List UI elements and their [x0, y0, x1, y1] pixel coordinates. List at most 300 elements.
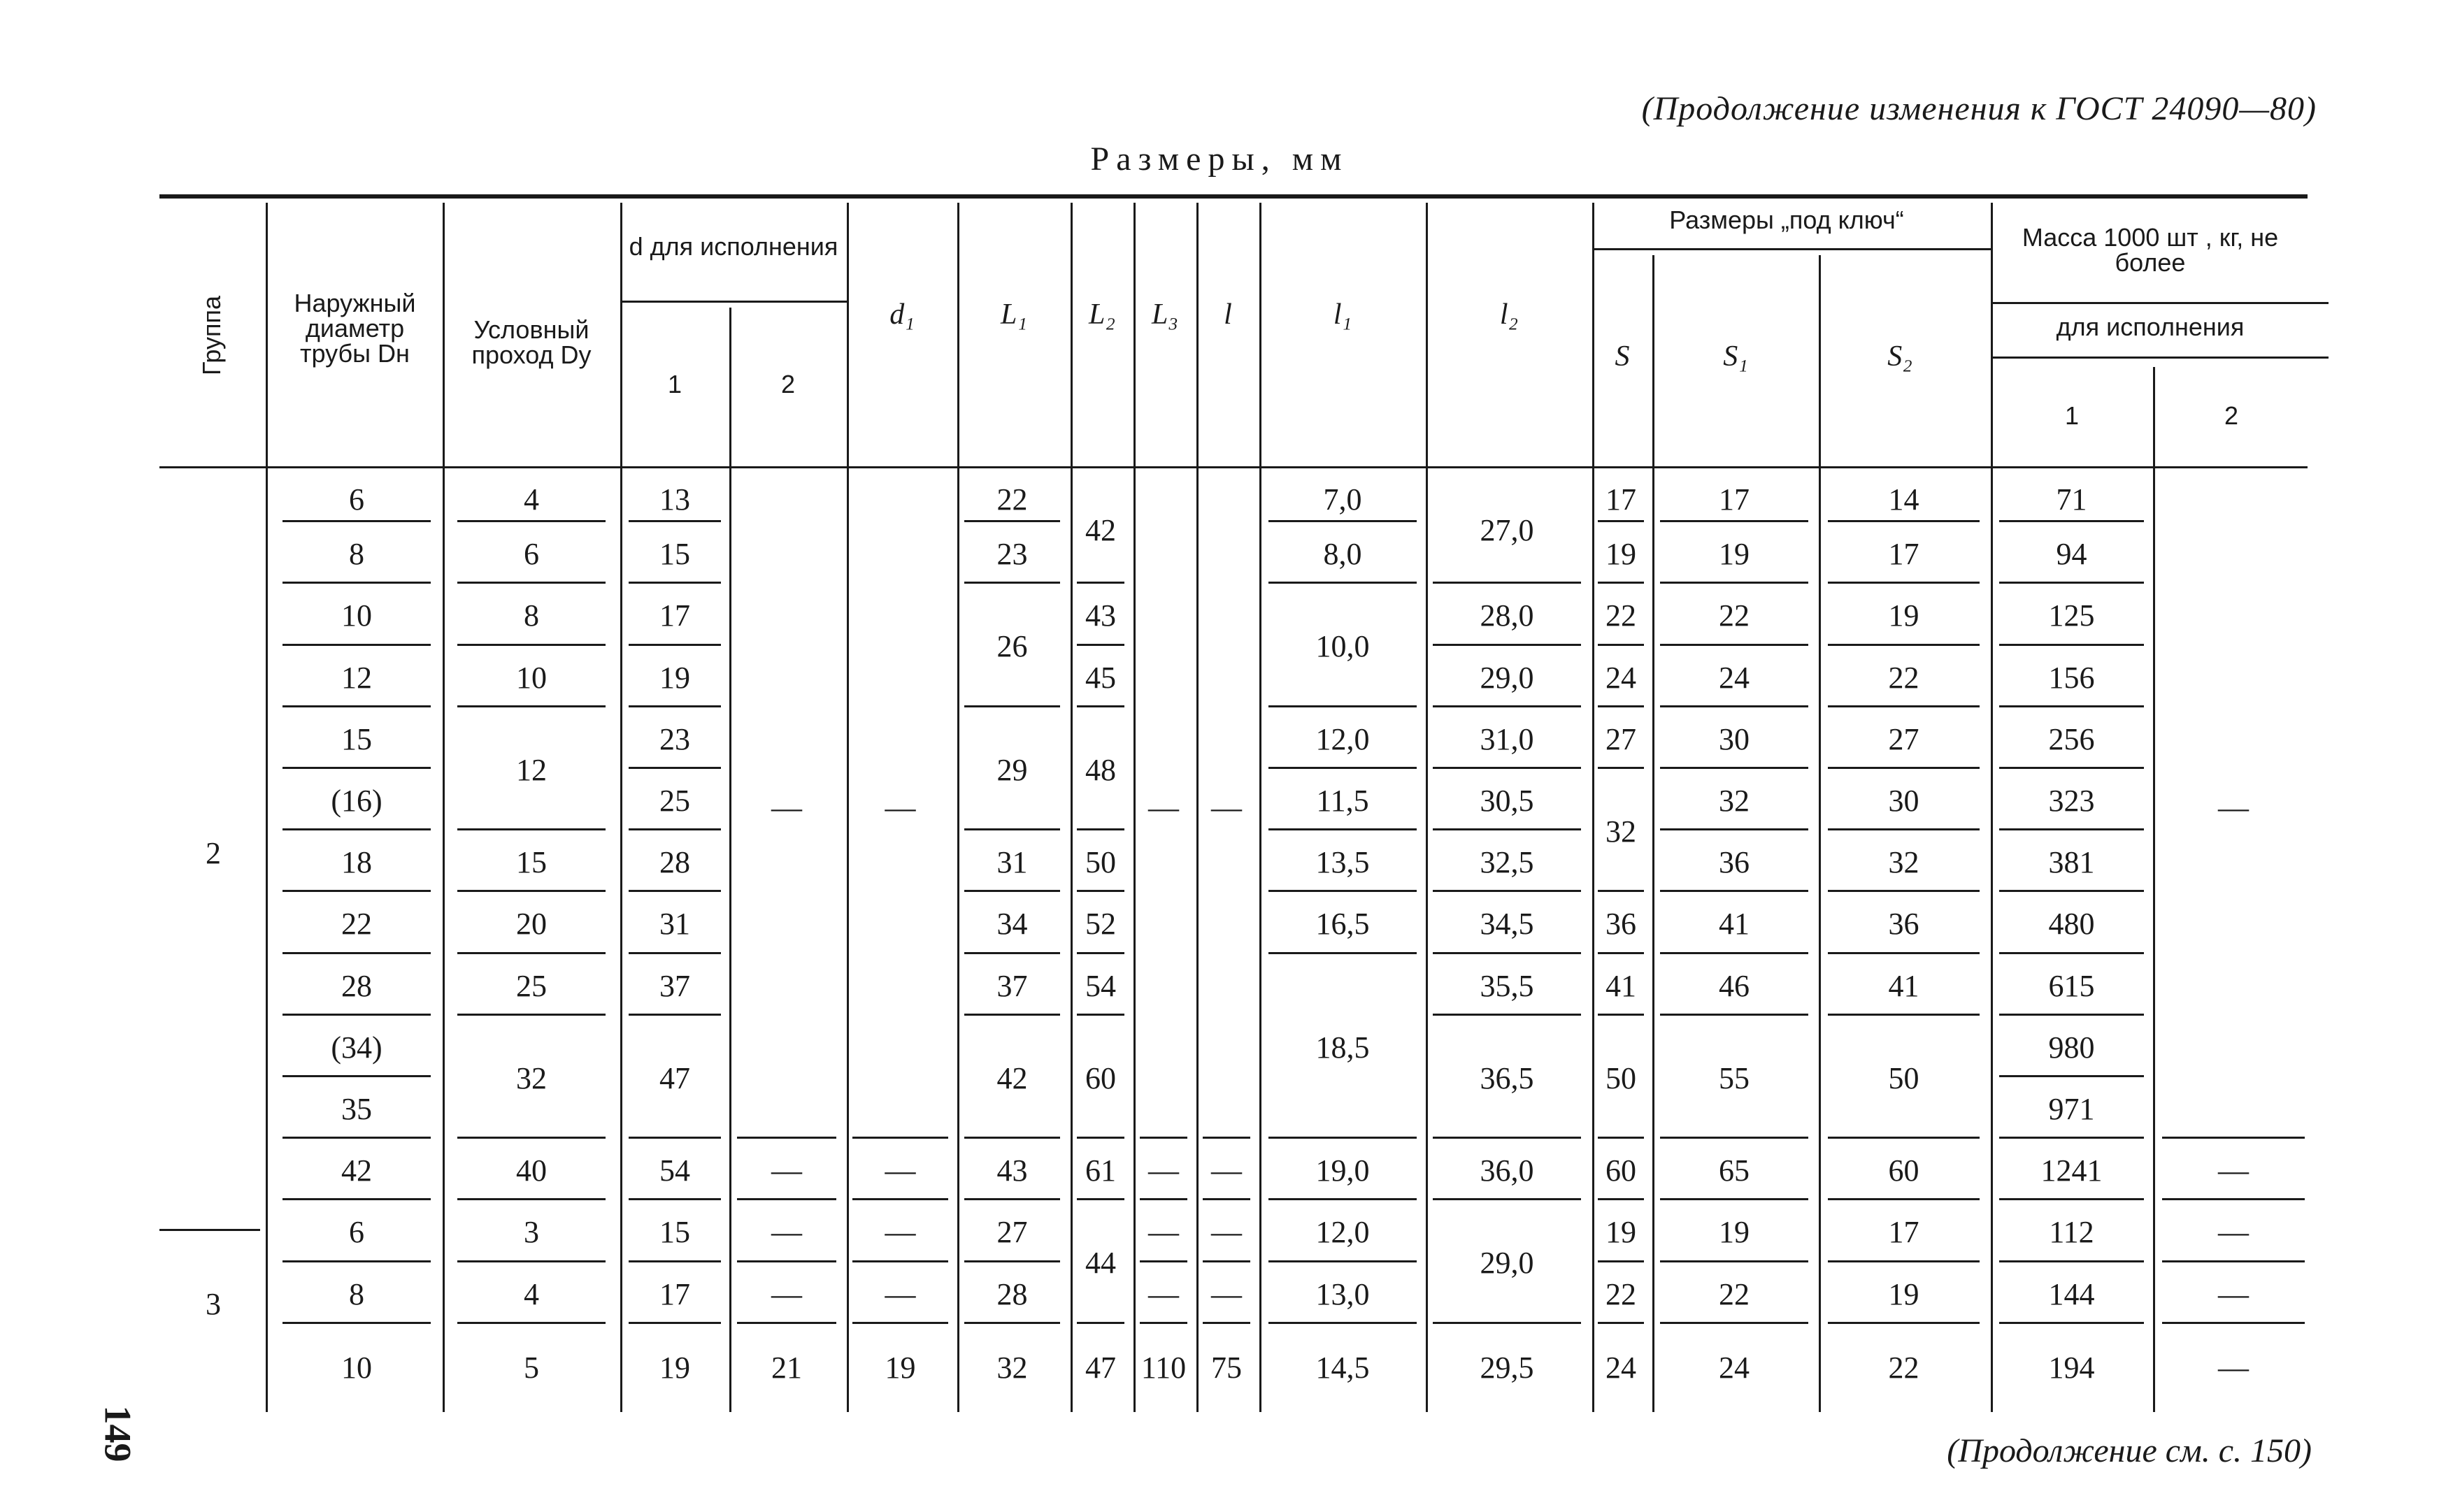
cell-l2: 36,5 [1480, 1060, 1534, 1095]
cell-underline [629, 1322, 721, 1324]
cell-dv2: — [771, 1276, 802, 1311]
cell-underline [1999, 767, 2144, 769]
cell-S2: 17 [1888, 1215, 1919, 1249]
cell-mv1: 112 [2049, 1215, 2094, 1249]
cell-S: 36 [1605, 907, 1636, 941]
cell-l: — [1211, 790, 1242, 825]
cell-dy: 40 [516, 1153, 547, 1188]
cell-S: 24 [1605, 1351, 1636, 1385]
cell-dn: 42 [341, 1153, 372, 1188]
table-column-rule [1652, 255, 1654, 1412]
cell-underline [1268, 767, 1417, 769]
cell-mv1: 381 [2048, 844, 2095, 879]
cell-underline [737, 1198, 836, 1200]
cell-mv2: — [2218, 1215, 2249, 1249]
cell-underline [1828, 1260, 1980, 1262]
cell-dy: 32 [516, 1060, 547, 1095]
cell-underline [457, 828, 606, 830]
cell-underline [1268, 1260, 1417, 1262]
cell-underline [1433, 705, 1581, 707]
col-header-mass-versions: для исполнения [2056, 312, 2245, 341]
cell-underline [1268, 890, 1417, 892]
cell-d1: — [885, 1215, 916, 1249]
cell-dn: (16) [331, 783, 382, 818]
cell-underline [282, 1075, 431, 1077]
col-header-l: l [1224, 298, 1232, 331]
cell-L1: 28 [996, 1276, 1028, 1311]
cell-underline [964, 582, 1060, 584]
cell-underline [1268, 1198, 1417, 1200]
cell-underline [1268, 1137, 1417, 1139]
cell-S1: 30 [1719, 721, 1750, 756]
table-column-rule [1259, 203, 1261, 1412]
cell-dv1: 23 [659, 721, 690, 756]
cell-dv1: 19 [659, 1351, 690, 1385]
cell-underline [964, 1260, 1060, 1262]
cell-mv2: — [2218, 790, 2249, 825]
cell-l2: 34,5 [1480, 907, 1534, 941]
cell-underline [1999, 1075, 2144, 1077]
cell-l: — [1211, 1276, 1242, 1311]
cell-dv1: 54 [659, 1153, 690, 1188]
cell-dy: 15 [516, 844, 547, 879]
cell-dn: 8 [349, 536, 364, 571]
cell-underline [1077, 705, 1124, 707]
cell-underline [282, 705, 431, 707]
cell-S2: 22 [1888, 660, 1919, 695]
cell-underline [457, 1198, 606, 1200]
cell-dv2: — [771, 1215, 802, 1249]
cell-mv1: 194 [2048, 1351, 2095, 1385]
cell-l1: 16,5 [1315, 907, 1370, 941]
cell-underline [1433, 828, 1581, 830]
cell-underline [1203, 1260, 1250, 1262]
cell-l: 75 [1211, 1351, 1242, 1385]
cell-L1: 22 [996, 482, 1028, 517]
cell-underline [1828, 767, 1980, 769]
cell-S: 60 [1605, 1153, 1636, 1188]
cell-underline [1598, 890, 1644, 892]
cell-S1: 24 [1719, 1351, 1750, 1385]
cell-mv1: 94 [2056, 536, 2087, 571]
table-column-rule [2153, 367, 2155, 1412]
cell-underline [1203, 1198, 1250, 1200]
cell-underline [1660, 705, 1808, 707]
cell-L2: 52 [1085, 907, 1116, 941]
cell-underline [1598, 644, 1644, 646]
cell-S2: 17 [1888, 536, 1919, 571]
col-header-L1: L₁ [1001, 298, 1027, 331]
cell-S1: 32 [1719, 783, 1750, 818]
col-header-L3: L₃ [1152, 298, 1178, 331]
cell-dv1: 17 [659, 598, 690, 633]
cell-underline [1598, 705, 1644, 707]
cell-S1: 41 [1719, 907, 1750, 941]
col-header-outer-diameter: Наружный диаметр трубы Dн [294, 289, 416, 368]
cell-L3: — [1148, 1215, 1179, 1249]
col-header-S2: S₂ [1887, 340, 1912, 373]
cell-d1: — [885, 1276, 916, 1311]
cell-underline [457, 890, 606, 892]
group-label: 2 [206, 835, 221, 870]
cell-underline [852, 1260, 948, 1262]
cell-L1: 42 [996, 1060, 1028, 1095]
cell-underline [1268, 952, 1417, 954]
cell-L2: 47 [1085, 1351, 1116, 1385]
cell-mv1: 980 [2048, 1030, 2095, 1065]
cell-underline [1140, 1137, 1187, 1139]
cell-underline [1999, 828, 2144, 830]
cell-l1: 8,0 [1323, 536, 1362, 571]
cell-dn: 35 [341, 1091, 372, 1126]
cell-d1: 19 [885, 1351, 916, 1385]
cell-dn: 28 [341, 968, 372, 1003]
cell-underline [1660, 1260, 1808, 1262]
cell-dv1: 37 [659, 968, 690, 1003]
table-column-rule [729, 308, 731, 1412]
cell-mv1: 615 [2048, 968, 2095, 1003]
cell-dy: 4 [524, 482, 539, 517]
cell-dy: 3 [524, 1215, 539, 1249]
cell-S2: 60 [1888, 1153, 1919, 1188]
cell-underline [1433, 1198, 1581, 1200]
col-header-d-versions: d для исполнения [629, 231, 838, 261]
cell-l1: 10,0 [1315, 629, 1370, 663]
cell-underline [1828, 952, 1980, 954]
cell-underline [1598, 582, 1644, 584]
cell-underline [852, 1322, 948, 1324]
cell-underline [457, 1322, 606, 1324]
cell-underline [1999, 890, 2144, 892]
cell-underline [1433, 644, 1581, 646]
cell-S1: 22 [1719, 598, 1750, 633]
cell-underline [1140, 1322, 1187, 1324]
cell-dv1: 15 [659, 536, 690, 571]
cell-underline [1828, 1014, 1980, 1016]
cell-l1: 11,5 [1316, 783, 1369, 818]
cell-L3: — [1148, 790, 1179, 825]
cell-underline [282, 644, 431, 646]
cell-l2: 27,0 [1480, 512, 1534, 547]
cell-L2: 42 [1085, 512, 1116, 547]
header-bottom-rule [159, 466, 2308, 468]
cell-L1: 23 [996, 536, 1028, 571]
cell-mv1: 480 [2048, 907, 2095, 941]
cell-underline [1268, 520, 1417, 522]
cell-dv2: — [771, 790, 802, 825]
cell-S2: 30 [1888, 783, 1919, 818]
cell-underline [1828, 582, 1980, 584]
cell-S1: 19 [1719, 536, 1750, 571]
units-caption: Размеры, мм [1090, 141, 1349, 178]
page-number: 149 [96, 1405, 139, 1462]
col-header-d1: d₁ [889, 298, 915, 331]
cell-underline [1077, 890, 1124, 892]
cell-underline [282, 890, 431, 892]
cell-S1: 36 [1719, 844, 1750, 879]
cell-S1: 24 [1719, 660, 1750, 695]
cell-l2: 28,0 [1480, 598, 1534, 633]
cell-S1: 55 [1719, 1060, 1750, 1095]
cell-underline [1999, 520, 2144, 522]
cell-dn: 6 [349, 482, 364, 517]
table-column-rule [847, 203, 849, 1412]
cell-L2: 61 [1085, 1153, 1116, 1188]
cell-S2: 32 [1888, 844, 1919, 879]
cell-l1: 13,0 [1315, 1276, 1370, 1311]
cell-l1: 19,0 [1315, 1153, 1370, 1188]
cell-underline [964, 705, 1060, 707]
cell-dy: 8 [524, 598, 539, 633]
cell-underline [1077, 1198, 1124, 1200]
cell-underline [1268, 828, 1417, 830]
cell-underline [1660, 1137, 1808, 1139]
table-column-rule [266, 203, 268, 1412]
cell-S1: 19 [1719, 1215, 1750, 1249]
col-header-nominal-bore: Условный проход Dу [471, 315, 592, 369]
cell-underline [1203, 1137, 1250, 1139]
cell-underline [852, 1137, 948, 1139]
cell-underline [629, 1014, 721, 1016]
cell-dn: 22 [341, 907, 372, 941]
cell-S2: 19 [1888, 598, 1919, 633]
table-column-rule [1426, 203, 1428, 1412]
cell-L3: 110 [1140, 1351, 1187, 1385]
cell-underline [457, 952, 606, 954]
cell-underline [1598, 1260, 1644, 1262]
cell-dn: (34) [331, 1030, 382, 1065]
cell-underline [1660, 767, 1808, 769]
cell-underline [282, 1260, 431, 1262]
cell-l1: 12,0 [1315, 1215, 1370, 1249]
cell-l2: 31,0 [1480, 721, 1534, 756]
cell-underline [282, 582, 431, 584]
cell-underline [1433, 1014, 1581, 1016]
cell-underline [2162, 1137, 2305, 1139]
cell-underline [1828, 1322, 1980, 1324]
cell-l2: 36,0 [1480, 1153, 1534, 1188]
cell-underline [1660, 1198, 1808, 1200]
cell-S2: 36 [1888, 907, 1919, 941]
cell-underline [964, 828, 1060, 830]
cell-underline [2162, 1198, 2305, 1200]
group-label: 3 [206, 1286, 221, 1321]
cell-underline [1660, 952, 1808, 954]
table-row-rule [159, 1229, 260, 1231]
table-row-rule [1592, 248, 1991, 250]
cell-L1: 32 [996, 1351, 1028, 1385]
cell-underline [457, 582, 606, 584]
cell-underline [1660, 828, 1808, 830]
cell-dn: 12 [341, 660, 372, 695]
table-row-rule [620, 301, 847, 303]
cell-underline [1140, 1260, 1187, 1262]
cell-dv1: 19 [659, 660, 690, 695]
cell-underline [964, 890, 1060, 892]
cell-dn: 6 [349, 1215, 364, 1249]
cell-dy: 10 [516, 660, 547, 695]
cell-underline [282, 1137, 431, 1139]
cell-S2: 19 [1888, 1276, 1919, 1311]
cell-underline [1433, 1137, 1581, 1139]
cell-underline [629, 1198, 721, 1200]
cell-underline [1268, 1322, 1417, 1324]
cell-underline [1598, 952, 1644, 954]
cell-dv1: 31 [659, 907, 690, 941]
cell-dy: 4 [524, 1276, 539, 1311]
cell-underline [1077, 1322, 1124, 1324]
cell-L2: 43 [1085, 598, 1116, 633]
cell-S: 22 [1605, 598, 1636, 633]
col-header-L2: L₂ [1089, 298, 1115, 331]
cell-S: 27 [1605, 721, 1636, 756]
cell-underline [1433, 890, 1581, 892]
cell-L2: 44 [1085, 1246, 1116, 1280]
cell-underline [457, 1014, 606, 1016]
cell-L1: 29 [996, 752, 1028, 787]
cell-S: 32 [1605, 814, 1636, 849]
cell-S: 41 [1605, 968, 1636, 1003]
cell-underline [1077, 1137, 1124, 1139]
cell-l2: 29,0 [1480, 660, 1534, 695]
cell-mv2: — [2218, 1153, 2249, 1188]
cell-underline [964, 1322, 1060, 1324]
cell-underline [457, 1260, 606, 1262]
cell-underline [282, 1014, 431, 1016]
cell-underline [629, 767, 721, 769]
col-header-mass: Масса 1000 шт , кг, не более [2022, 222, 2279, 277]
cell-S2: 14 [1888, 482, 1919, 517]
table-column-rule [1196, 203, 1199, 1412]
col-header-wrench-sizes: Размеры „под ключ“ [1669, 206, 1904, 234]
cell-underline [737, 1260, 836, 1262]
cell-underline [1660, 520, 1808, 522]
cell-S: 19 [1605, 536, 1636, 571]
cell-underline [1433, 767, 1581, 769]
table-row-rule [1991, 357, 2329, 359]
cell-dy: 20 [516, 907, 547, 941]
cell-mv1: 323 [2048, 783, 2095, 818]
cell-underline [1828, 828, 1980, 830]
table-column-rule [1133, 203, 1136, 1412]
col-header-S1: S₁ [1723, 340, 1748, 373]
cell-underline [282, 1322, 431, 1324]
cell-S1: 65 [1719, 1153, 1750, 1188]
cell-mv1: 971 [2048, 1091, 2095, 1126]
cell-underline [1999, 1137, 2144, 1139]
cell-dv1: 15 [659, 1215, 690, 1249]
cell-dv1: 17 [659, 1276, 690, 1311]
cell-S2: 22 [1888, 1351, 1919, 1385]
cell-underline [1598, 1014, 1644, 1016]
cell-mv1: 256 [2048, 721, 2095, 756]
table-top-rule [159, 194, 2308, 199]
cell-d1: — [885, 790, 916, 825]
col-header-group: Группа [196, 295, 226, 376]
table-column-rule [1071, 203, 1073, 1412]
cell-dv2: — [771, 1153, 802, 1188]
cell-dy: 5 [524, 1351, 539, 1385]
cell-L2: 45 [1085, 660, 1116, 695]
cell-underline [1828, 1198, 1980, 1200]
cell-S2: 41 [1888, 968, 1919, 1003]
table-column-rule [957, 203, 959, 1412]
cell-l1: 7,0 [1323, 482, 1362, 517]
table-column-rule [1819, 255, 1821, 1412]
cell-mv1: 156 [2048, 660, 2095, 695]
cell-underline [457, 1137, 606, 1139]
cell-underline [1999, 1260, 2144, 1262]
cell-dv1: 28 [659, 844, 690, 879]
cell-underline [1268, 705, 1417, 707]
cell-underline [964, 520, 1060, 522]
cell-dv1: 47 [659, 1060, 690, 1095]
cell-underline [737, 1137, 836, 1139]
cell-underline [1660, 582, 1808, 584]
cell-L1: 27 [996, 1215, 1028, 1249]
cell-underline [2162, 1322, 2305, 1324]
cell-dn: 18 [341, 844, 372, 879]
cell-mv1: 1241 [2040, 1153, 2103, 1188]
cell-S1: 22 [1719, 1276, 1750, 1311]
cell-dn: 15 [341, 721, 372, 756]
cell-dv1: 25 [659, 783, 690, 818]
cell-underline [1660, 890, 1808, 892]
cell-underline [629, 890, 721, 892]
cell-underline [1828, 644, 1980, 646]
cell-underline [1433, 582, 1581, 584]
cell-underline [1828, 1137, 1980, 1139]
cell-underline [282, 1198, 431, 1200]
cell-d1: — [885, 1153, 916, 1188]
cell-dy: 6 [524, 536, 539, 571]
cell-underline [1999, 705, 2144, 707]
cell-S: 19 [1605, 1215, 1636, 1249]
cell-S: 50 [1605, 1060, 1636, 1095]
cell-underline [1077, 644, 1124, 646]
cell-underline [1828, 705, 1980, 707]
cell-dn: 10 [341, 1351, 372, 1385]
cell-dv1: 13 [659, 482, 690, 517]
continuation-footer: (Продолжение см. с. 150) [1947, 1432, 2312, 1469]
cell-underline [737, 1322, 836, 1324]
cell-dy: 12 [516, 752, 547, 787]
cell-underline [964, 1137, 1060, 1139]
cell-underline [1999, 1198, 2144, 1200]
cell-underline [1598, 767, 1644, 769]
cell-underline [1433, 1322, 1581, 1324]
cell-underline [457, 705, 606, 707]
cell-underline [1598, 1137, 1644, 1139]
cell-L3: — [1148, 1276, 1179, 1311]
cell-underline [1140, 1198, 1187, 1200]
col-header-d-v1: 1 [667, 370, 682, 398]
cell-l2: 35,5 [1480, 968, 1534, 1003]
cell-mv1: 144 [2048, 1276, 2095, 1311]
cell-underline [1999, 1014, 2144, 1016]
cell-underline [629, 644, 721, 646]
cell-S: 17 [1605, 482, 1636, 517]
cell-underline [964, 1198, 1060, 1200]
cell-S: 22 [1605, 1276, 1636, 1311]
cell-dy: 25 [516, 968, 547, 1003]
cell-S1: 46 [1719, 968, 1750, 1003]
cell-underline [1598, 1198, 1644, 1200]
cell-S2: 27 [1888, 721, 1919, 756]
col-header-mass-v2: 2 [2224, 401, 2239, 430]
cell-underline [629, 705, 721, 707]
cell-l2: 30,5 [1480, 783, 1534, 818]
